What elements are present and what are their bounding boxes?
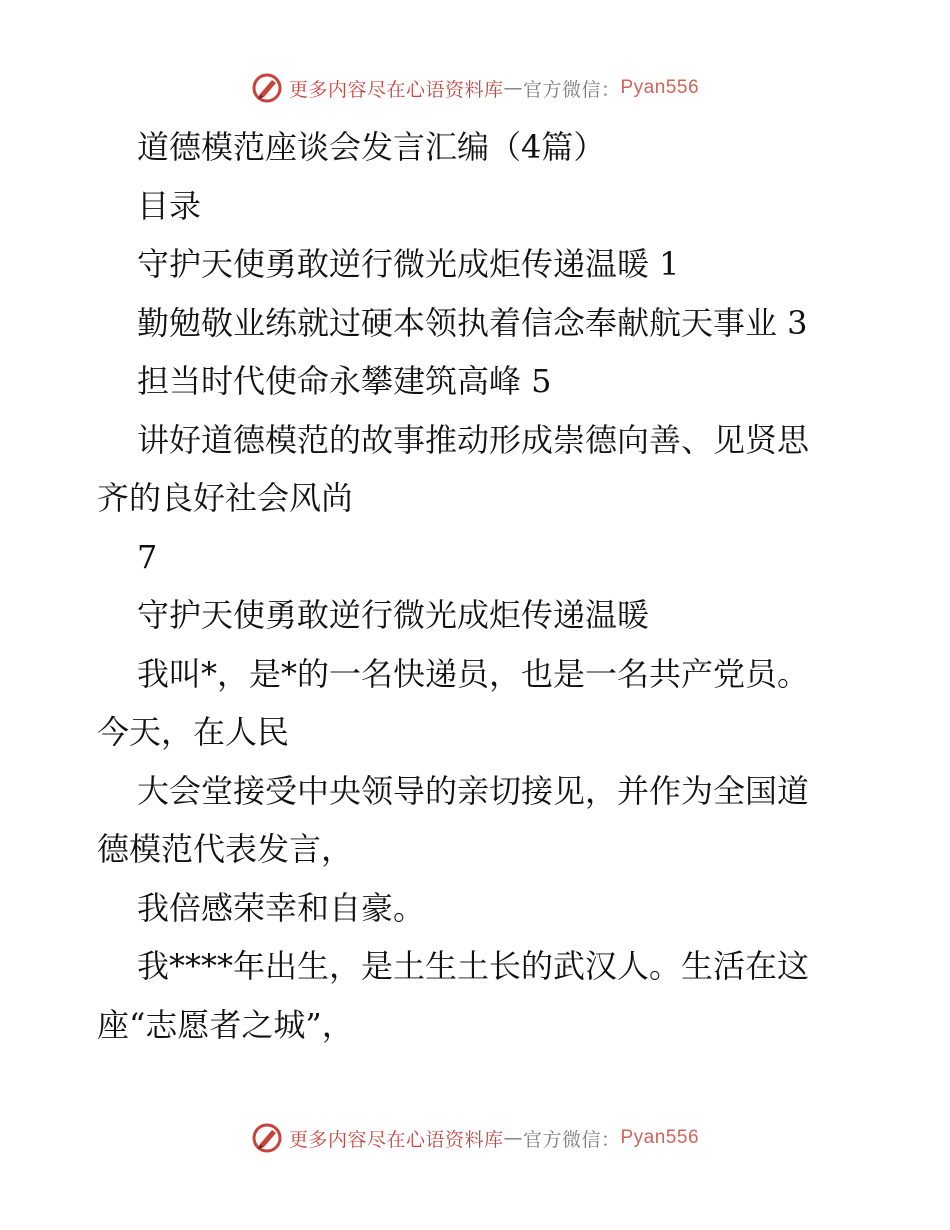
toc-entry-continued: 齐的良好社会风尚 [97, 479, 354, 517]
toc-entry: 勤勉敬业练就过硬本领执着信念奉献航天事业 3 [137, 303, 808, 342]
watermark-prefix: 更多内容尽在心语资料库 [288, 78, 504, 101]
paragraph-line: 我****年出生，是土生土长的武汉人。生活在这 [137, 947, 810, 985]
watermark-id: Pyan556 [620, 1127, 700, 1148]
toc-entry: 担当时代使命永攀建筑高峰 5 [137, 362, 552, 400]
toc-entry-page: 7 [137, 537, 158, 576]
watermark-id: Pyan556 [620, 77, 700, 98]
watermark-middle: 官方微信： [522, 1128, 621, 1151]
toc-heading: 目录 [137, 186, 202, 225]
document-body [97, 118, 857, 1054]
paragraph-line: 今天，在人民 [97, 713, 290, 751]
header-watermark [0, 72, 950, 104]
pen-logo-icon [251, 72, 283, 104]
section-heading: 守护天使勇敢逆行微光成炬传递温暖 [137, 596, 650, 634]
watermark-dash: — [503, 77, 523, 99]
document-title: 道德模范座谈会发言汇编（4篇） [137, 128, 606, 166]
paragraph-line: 大会堂接受中央领导的亲切接见，并作为全国道 [137, 771, 810, 810]
paragraph-line: 我叫*，是*的一名快递员，也是一名共产党员。 [137, 654, 810, 693]
paragraph-line: 座“志愿者之城”， [97, 1005, 354, 1044]
toc-entry: 讲好道德模范的故事推动形成崇德向善、见贤思 [137, 420, 810, 459]
pen-logo-icon [251, 1122, 283, 1154]
toc-entry: 守护天使勇敢逆行微光成炬传递温暖 1 [137, 245, 680, 283]
watermark-middle: 官方微信： [522, 78, 621, 101]
footer-watermark [0, 1122, 950, 1154]
watermark-dash: — [503, 1127, 523, 1149]
paragraph-line: 我倍感荣幸和自豪。 [137, 888, 426, 927]
paragraph-line: 德模范代表发言， [97, 830, 354, 868]
watermark-prefix: 更多内容尽在心语资料库 [288, 1128, 504, 1151]
